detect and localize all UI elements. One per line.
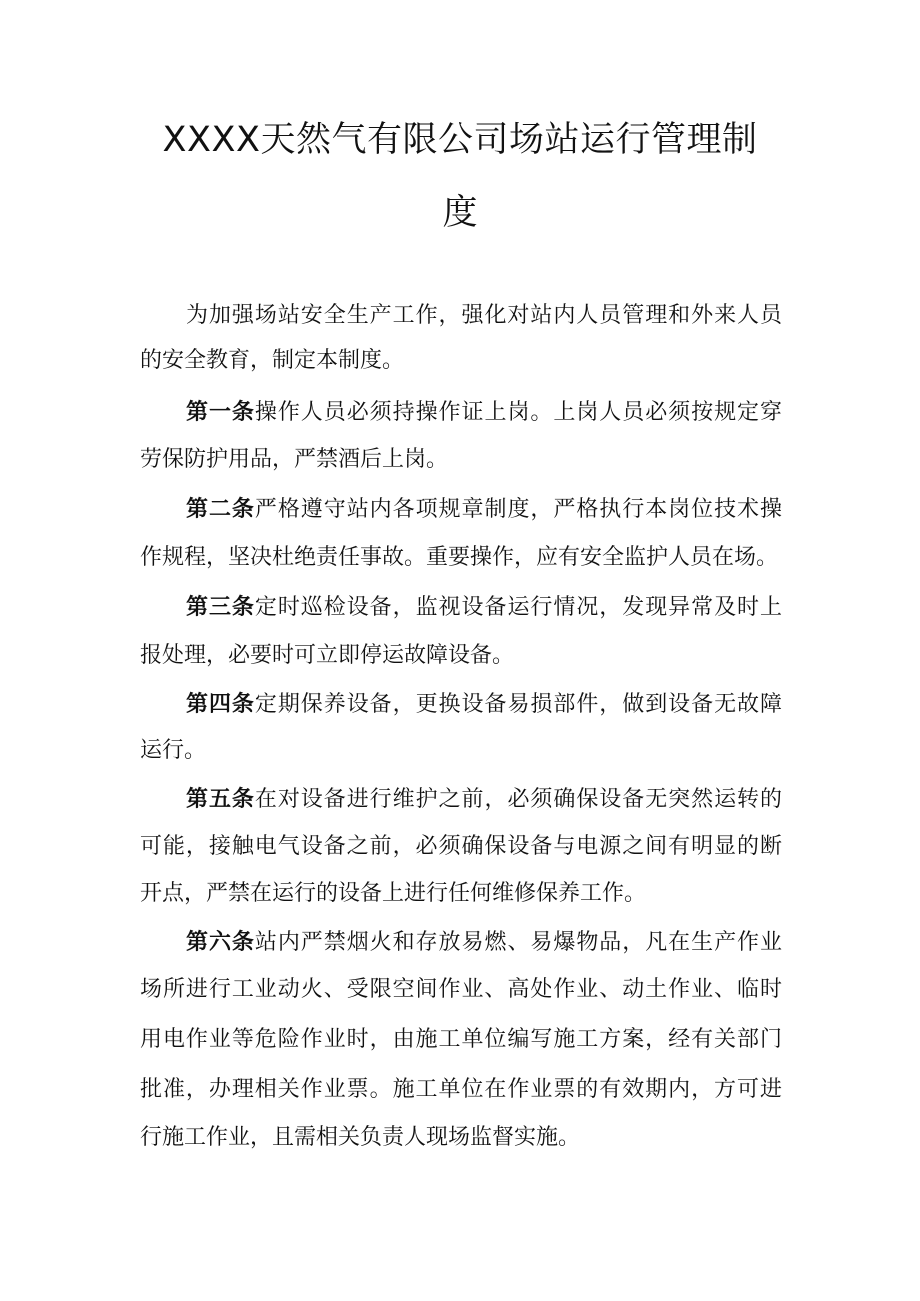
article-6-label: 第六条 bbox=[186, 930, 255, 955]
intro-line-1: 为加强场站安全生产工作，强化对站内人员管理和外来人员 bbox=[186, 303, 782, 328]
article-4-line-1 bbox=[186, 690, 782, 720]
intro-line-2: 的安全教育，制定本制度。 bbox=[140, 348, 405, 373]
article-5-line-2: 可能，接触电气设备之前，必须确保设备与电源之间有明显的断 bbox=[140, 834, 782, 859]
article-2-line-2: 作规程，坚决杜绝责任事故。重要操作，应有安全监护人员在场。 bbox=[140, 545, 779, 570]
article-6-line-1 bbox=[186, 928, 782, 958]
article-5-text-1: 在对设备进行维护之前，必须确保设备无突然运转的 bbox=[254, 787, 782, 812]
article-1-label: 第一条 bbox=[186, 400, 255, 425]
article-4-line-2: 运行。 bbox=[140, 738, 207, 763]
article-5-line-1 bbox=[186, 785, 782, 815]
article-3-text-1: 定时巡检设备，监视设备运行情况，发现异常及时上 bbox=[254, 595, 782, 620]
article-5-label: 第五条 bbox=[186, 787, 255, 812]
article-1-text-1: 操作人员必须持操作证上岗。上岗人员必须按规定穿 bbox=[254, 400, 782, 425]
document-title-line-2: 度 bbox=[442, 193, 478, 233]
article-6-line-4: 批准，办理相关作业票。施工单位在作业票的有效期内，方可进 bbox=[140, 1077, 782, 1102]
article-5-line-3: 开点，严禁在运行的设备上进行任何维修保养工作。 bbox=[140, 881, 647, 906]
article-3-label: 第三条 bbox=[186, 595, 255, 620]
article-4-label: 第四条 bbox=[186, 692, 255, 717]
article-6-line-3: 用电作业等危险作业时，由施工单位编写施工方案，经有关部门 bbox=[140, 1027, 782, 1052]
article-6-line-5: 行施工作业，且需相关负责人现场监督实施。 bbox=[140, 1125, 581, 1150]
article-2-line-1 bbox=[186, 495, 782, 525]
article-4-text-1: 定期保养设备，更换设备易损部件，做到设备无故障 bbox=[254, 692, 782, 717]
article-6-text-1: 站内严禁烟火和存放易燃、易爆物品，凡在生产作业 bbox=[254, 930, 782, 955]
article-6-line-2: 场所进行工业动火、受限空间作业、高处作业、动土作业、临时 bbox=[140, 977, 782, 1002]
article-2-text-1: 严格遵守站内各项规章制度，严格执行本岗位技术操 bbox=[254, 497, 782, 522]
article-2-label: 第二条 bbox=[186, 497, 255, 522]
article-1-line-2: 劳保防护用品，严禁酒后上岗。 bbox=[140, 447, 449, 472]
article-3-line-2: 报处理，必要时可立即停运故障设备。 bbox=[140, 643, 515, 668]
document-title-line-1: XXXX天然气有限公司场站运行管理制 bbox=[162, 120, 758, 160]
article-1-line-1 bbox=[186, 398, 782, 428]
article-3-line-1 bbox=[186, 593, 782, 623]
